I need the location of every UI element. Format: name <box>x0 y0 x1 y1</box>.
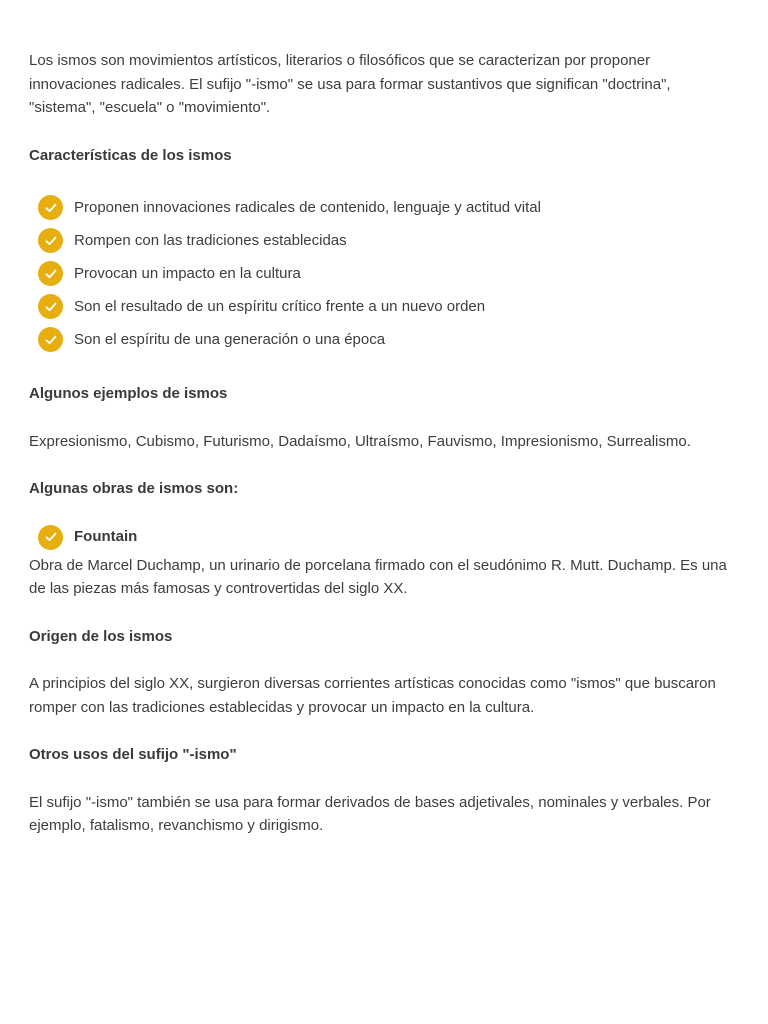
list-item-text: Rompen con las tradiciones establecidas <box>74 231 347 249</box>
list-item <box>29 257 741 290</box>
origin-text: A principios del siglo XX, surgieron diversas corrientes artísticas conocidas como "ismos" que buscaron romper con las tradiciones establecidas y provocar un impacto en la cultura. <box>29 675 716 716</box>
features-list <box>29 191 741 356</box>
other-uses-heading: Otros usos del sufijo "-ismo" <box>29 746 237 763</box>
work-description: Obra de Marcel Duchamp, un urinario de porcelana firmado con el seudónimo R. Mutt. Duchamp. Es una de las piezas más famosas y controvertidas del siglo XX. <box>29 556 727 597</box>
examples-text: Expresionismo, Cubismo, Futurismo, Dadaísmo, Ultraísmo, Fauvismo, Impresionismo, Surrealismo. <box>29 432 691 450</box>
origin-heading: Origen de los ismos <box>29 627 173 645</box>
check-circle-icon <box>38 261 63 286</box>
article-content <box>29 49 741 862</box>
list-item-text: Son el espíritu de una generación o una época <box>74 330 386 348</box>
list-item-text: Provocan un impacto en la cultura <box>74 264 301 282</box>
check-circle-icon <box>38 195 63 220</box>
list-item <box>29 191 741 224</box>
list-item <box>29 224 741 257</box>
list-item <box>29 323 741 356</box>
check-circle-icon <box>38 228 63 253</box>
check-circle-icon <box>38 327 63 352</box>
work-title-row <box>29 521 741 554</box>
works-heading: Algunas obras de ismos son: <box>29 480 239 497</box>
work-title: Fountain <box>74 528 138 546</box>
list-item-text: Son el resultado de un espíritu crítico frente a un nuevo orden <box>74 297 486 315</box>
examples-heading: Algunos ejemplos de ismos <box>29 385 228 402</box>
list-item <box>29 290 741 323</box>
intro-paragraph: Los ismos son movimientos artísticos, literarios o filosóficos que se caracterizan por proponer innovaciones radicales. El sufijo "-ismo" se usa para formar sustantivos que significan "doctrina", "sistema", "escuela" o "movimiento". <box>29 52 671 116</box>
check-circle-icon <box>38 525 63 550</box>
other-uses-text: El sufijo "-ismo" también se usa para formar derivados de bases adjetivales, nominales y verbales. Por ejemplo, fatalismo, revanchismo y dirigismo. <box>29 793 711 834</box>
check-circle-icon <box>38 294 63 319</box>
features-heading: Características de los ismos <box>29 146 232 164</box>
list-item-text: Proponen innovaciones radicales de contenido, lenguaje y actitud vital <box>74 198 541 216</box>
